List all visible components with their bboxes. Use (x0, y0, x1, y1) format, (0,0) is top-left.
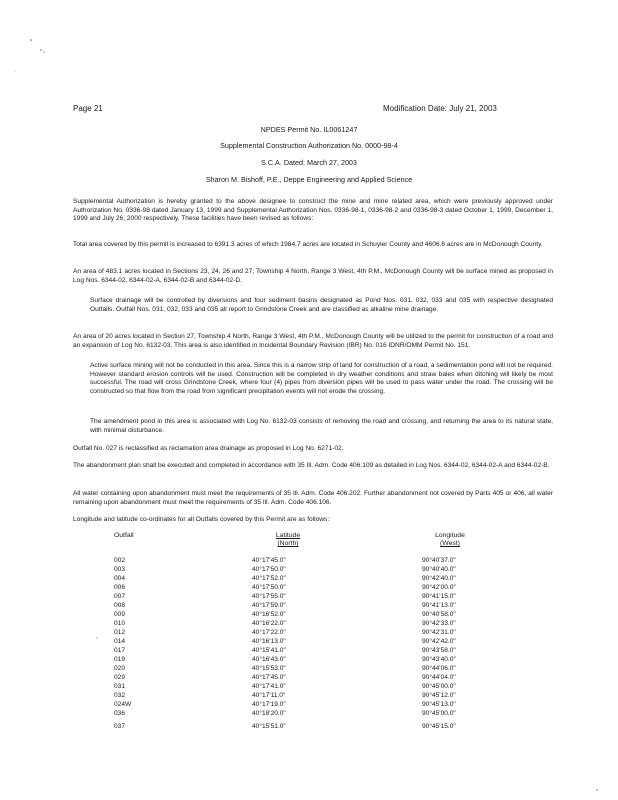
latitude-cell: 40°17'45.0" (252, 557, 286, 564)
longitude-direction: (West) (440, 540, 460, 547)
outfall-cell: 010 (114, 620, 126, 627)
latitude-cell: 40°16'22.0" (252, 620, 286, 627)
outfall-cell: 009 (114, 611, 126, 618)
table-row (0, 584, 618, 593)
longitude-cell: 90°40'37.0" (422, 557, 456, 564)
outfall-cell: 004 (114, 575, 126, 582)
paragraph-road-area: An area of 20 acres located in Section 27, Township 4 North, Range 3 West, 4th P.M., McDonough County will be utilized to the permit for construction of a road and an expansion of Log No. 6132-03. This area is also identified in Incidental Boundary Revision (IBR) No. 016 IDNR/OMM Permit No. 151. (73, 333, 553, 349)
outfall-cell: 036 (114, 710, 126, 717)
longitude-cell: 90°40'58.0" (422, 611, 456, 618)
longitude-cell: 90°44'04.0" (422, 674, 456, 681)
latitude-cell: 40°17'50.0" (252, 584, 286, 591)
sca-date: S.C.A. Dated: March 27, 2003 (261, 158, 357, 167)
latitude-cell: 40°17'19.0" (252, 701, 286, 708)
outfall-cell: 037 (114, 723, 126, 730)
table-row (0, 656, 618, 665)
page-number: Page 21 (73, 104, 103, 113)
latitude-cell: 40°15'51.0" (252, 723, 286, 730)
table-row (0, 674, 618, 683)
paragraph-road-construction: Active surface mining will not be conducted in this area. Since this is a narrow strip of land for construction of a road, a sedimentation pond will not be required. However standard erosion controls will be used. Construction will be completed in dry weather conditions and straw bales when ditching will likely be most successful. The road will cross Grindstone Creek, where four (4) pipes from diversion pipes will be used to pass water under the road. The crossing will be constructed so that flow from the road from significant precipitation events will not erode the crossing. (90, 362, 553, 395)
latitude-cell: 40°17'52.0" (252, 575, 286, 582)
outfall-cell: 007 (114, 593, 126, 600)
paragraph-abandonment-plan: The abandonment plan shall be executed and completed in accordance with 35 Ill. Adm. Code 406.109 as detailed in Log Nos. 6344-02, 6344-02-A and 6344-02-B. (73, 462, 550, 469)
column-header-latitude (248, 532, 328, 548)
outfall-cell: 032 (114, 692, 126, 699)
paragraph-amendment: The amendment pond in this area is associated with Log No. 6132-03 consists of removing the road and crossing, and returning the area to its natural state, with minimal disturbance. (90, 418, 553, 434)
latitude-cell: 40°17'45.0" (252, 674, 286, 681)
latitude-cell: 40°17'41.0" (252, 683, 286, 690)
longitude-label: Longitude (435, 532, 465, 539)
outfall-cell: 008 (114, 602, 126, 609)
longitude-cell: 90°42'33.0" (422, 620, 456, 627)
paragraph-surface-drainage: Surface drainage will be controlled by diversions and four sediment basins designated as Pond Nos. 031, 032, 033 and 035 with respective designated Outfalls. Outfall Nos. 031, 032, 033 and 035 all report to Grindstone Creek and are classified as alkaline mine drainage. (90, 297, 553, 313)
latitude-cell: 40°15'53.0" (252, 665, 286, 672)
latitude-cell: 40°17'11.0" (252, 692, 286, 699)
outfall-cell: 006 (114, 584, 126, 591)
outfall-cell: 012 (114, 629, 126, 636)
longitude-cell: 90°40'40.0" (422, 566, 456, 573)
table-row (0, 629, 618, 638)
longitude-cell: 90°42'00.0" (422, 584, 456, 591)
column-header-outfall: Outfall (114, 532, 134, 539)
outfall-cell: 017 (114, 647, 126, 654)
table-row (0, 723, 618, 732)
paragraph-supplemental: Supplemental Authorization is hereby granted to the above designee to construct the mine and mine related area, which were previously approved under Authorization No. 0336-98 dated January 13, 1999 and Supplemental Authorization Nos. 0336-98-1, 0336-98-2 and 0336-98-3 dated October 1, 1999, December 1, 1999 and July 26, 2000 respectively. These facilities have been revised as follows: (73, 198, 553, 223)
outfall-cell: 019 (114, 656, 126, 663)
latitude-cell: 40°15'41.0" (252, 647, 286, 654)
latitude-cell: 40°18'20.0" (252, 710, 286, 717)
table-row (0, 566, 618, 575)
outfall-cell: 024W (114, 701, 132, 708)
table-row (0, 692, 618, 701)
latitude-cell: 40°17'59.0" (252, 602, 286, 609)
longitude-cell: 90°45'13.0" (422, 701, 456, 708)
latitude-cell: 40°16'43.0" (252, 656, 286, 663)
outfall-cell: 020 (114, 665, 126, 672)
table-row (0, 611, 618, 620)
longitude-cell: 90°42'42.0" (422, 638, 456, 645)
longitude-cell: 90°45'00.0" (422, 683, 456, 690)
latitude-cell: 40°17'50.0" (252, 566, 286, 573)
latitude-label: Latitude (275, 532, 301, 539)
table-row (0, 638, 618, 647)
latitude-cell: 40°17'22.0" (252, 629, 286, 636)
paragraph-surface-mined-area: An area of 483.1 acres located in Sections 23, 24, 26 and 27, Township 4 North, Range 3 West, 4th P.M., McDonough County will be surface mined as proposed in Log Nos. 6344-02, 6344-02-A, 6344-02-B and 6344-02-D. (73, 268, 553, 284)
table-row (0, 593, 618, 602)
longitude-cell: 90°42'40.0" (422, 575, 456, 582)
table-row (0, 683, 618, 692)
longitude-cell: 90°44'06.0" (422, 665, 456, 672)
outfall-cell: 031 (114, 683, 126, 690)
table-row (0, 701, 618, 710)
outfall-cell: 014 (114, 638, 126, 645)
modification-date: Modification Date: July 21, 2003 (383, 104, 497, 113)
supplemental-authorization: Supplemental Construction Authorization No. 0000-98-4 (220, 141, 398, 150)
outfall-cell: 029 (114, 674, 126, 681)
table-row (0, 647, 618, 656)
longitude-cell: 90°42'31.0" (422, 629, 456, 636)
table-row (0, 575, 618, 584)
paragraph-outfall-027: Outfall No. 027 is reclassified as reclamation area drainage as proposed in Log No. 6271-02. (73, 445, 344, 452)
longitude-cell: 90°41'13.0" (422, 602, 456, 609)
table-row (0, 557, 618, 566)
table-row (0, 665, 618, 674)
latitude-cell: 40°17'55.0" (252, 593, 286, 600)
paragraph-coordinates-intro: Longitude and latitude co-ordinates for all Outfalls covered by this Permit are as follows: (73, 516, 330, 523)
latitude-cell: 40°16'13.0" (252, 638, 286, 645)
table-row (0, 620, 618, 629)
permit-number: NPDES Permit No. IL0061247 (260, 125, 358, 134)
latitude-cell: 40°16'52.0" (252, 611, 286, 618)
longitude-cell: 90°41'15.0" (422, 593, 456, 600)
paragraph-abandonment-water: All water containing upon abandonment must meet the requirements of 35 Ill. Adm. Code 406.202. Further abandonment not covered by Parts 405 or 406, all water remaining upon abandonment must meet the requirements of 35 Ill. Adm. Code 406.106. (73, 490, 553, 506)
column-header-longitude (410, 532, 490, 548)
outfall-cell: 003 (114, 566, 126, 573)
paragraph-total-area: Total area covered by this permit is increased to 6391.3 acres of which 1984.7 acres are located in Schuyler County and 4606.6 acres are in McDonough County. (73, 241, 543, 248)
preparer: Sharon M. Bishoff, P.E., Deppe Engineering and Applied Science (205, 175, 413, 184)
table-row (0, 710, 618, 719)
longitude-cell: 90°43'40.0" (422, 656, 456, 663)
longitude-cell: 90°45'15.0" (422, 723, 456, 730)
latitude-direction: (North) (277, 540, 299, 547)
outfall-cell: 002 (114, 557, 126, 564)
longitude-cell: 90°43'58.0" (422, 647, 456, 654)
longitude-cell: 90°45'00.0" (422, 710, 456, 717)
longitude-cell: 90°45'12.0" (422, 692, 456, 699)
table-row (0, 602, 618, 611)
